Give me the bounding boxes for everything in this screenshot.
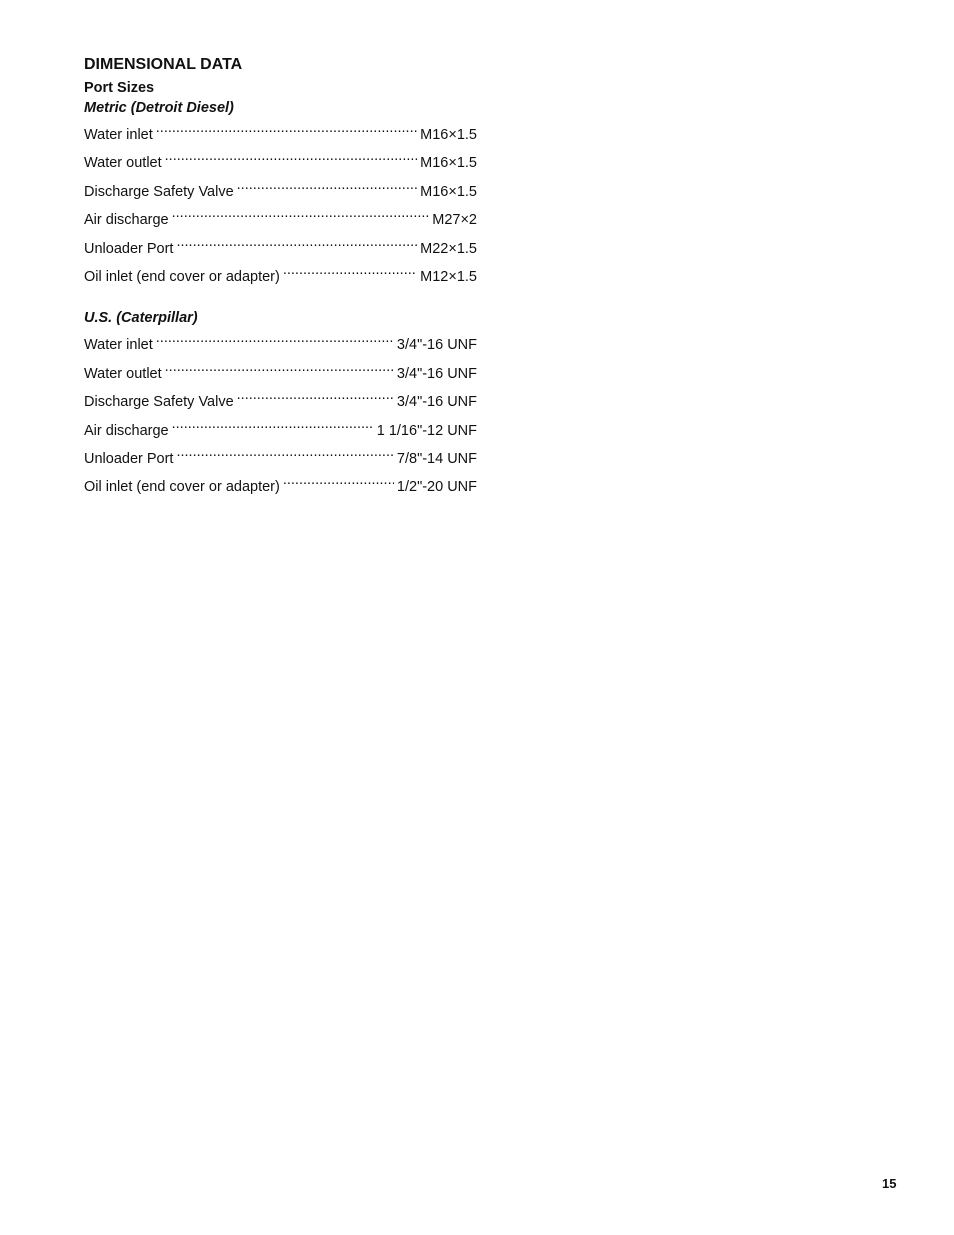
spec-value: 3/4"-16 UNF (396, 337, 477, 354)
port-sizes-heading: Port Sizes (84, 80, 155, 96)
spec-value: 1/2"-20 UNF (396, 479, 477, 496)
spec-label: Oil inlet (end cover or adapter) (84, 479, 280, 496)
dot-leader (176, 232, 417, 253)
spec-label: Water outlet (84, 155, 162, 172)
spec-row (84, 385, 477, 413)
spec-row (84, 442, 477, 470)
spec-label: Water inlet (84, 337, 153, 354)
spec-value: M27×2 (432, 212, 477, 229)
spec-row (84, 203, 477, 231)
spec-label: Water inlet (84, 127, 153, 143)
dot-leader (283, 260, 417, 281)
dimensional-data-content (84, 55, 477, 499)
spec-label: Unloader Port (84, 451, 174, 468)
spec-value: M12×1.5 (420, 269, 477, 286)
spec-value: 3/4"-16 UNF (396, 394, 477, 411)
main-heading: DIMENSIONAL DATA (84, 56, 243, 73)
dot-leader (237, 175, 418, 196)
dot-leader (156, 328, 394, 349)
spec-row (84, 146, 477, 174)
spec-row (84, 118, 477, 146)
spec-label: Air discharge (84, 422, 169, 439)
spec-value: M16×1.5 (420, 183, 477, 200)
spec-value: 1 1/16"-12 UNF (376, 422, 477, 439)
dot-leader (165, 146, 418, 167)
dot-leader (283, 470, 394, 491)
spec-row (84, 232, 477, 260)
metric-section (84, 98, 477, 288)
dot-leader (237, 385, 394, 406)
us-section (84, 308, 477, 498)
spec-label: Discharge Safety Valve (84, 183, 234, 200)
dot-leader (172, 203, 430, 224)
dot-leader (176, 442, 393, 463)
spec-value: 7/8"-14 UNF (396, 451, 477, 468)
dot-leader (165, 357, 394, 378)
spec-row (84, 175, 477, 203)
spec-row (84, 328, 477, 356)
us-section-title: U.S. (Caterpillar) (84, 310, 198, 327)
spec-row (84, 357, 477, 385)
spec-value: M22×1.5 (420, 240, 477, 257)
spec-label: Air discharge (84, 212, 169, 229)
metric-section-title: Metric (Detroit Diesel) (84, 100, 234, 116)
dot-leader (172, 414, 374, 435)
dot-leader (156, 118, 417, 139)
spec-value: M16×1.5 (420, 127, 477, 143)
spec-row (84, 470, 477, 498)
spec-label: Oil inlet (end cover or adapter) (84, 269, 280, 286)
spec-label: Unloader Port (84, 240, 174, 257)
page-number: 15 (882, 1176, 897, 1191)
spec-value: M16×1.5 (420, 155, 477, 172)
spec-row (84, 414, 477, 442)
spec-value: 3/4"-16 UNF (396, 365, 477, 382)
spec-label: Water outlet (84, 365, 162, 382)
spec-label: Discharge Safety Valve (84, 394, 234, 411)
spec-row (84, 260, 477, 288)
